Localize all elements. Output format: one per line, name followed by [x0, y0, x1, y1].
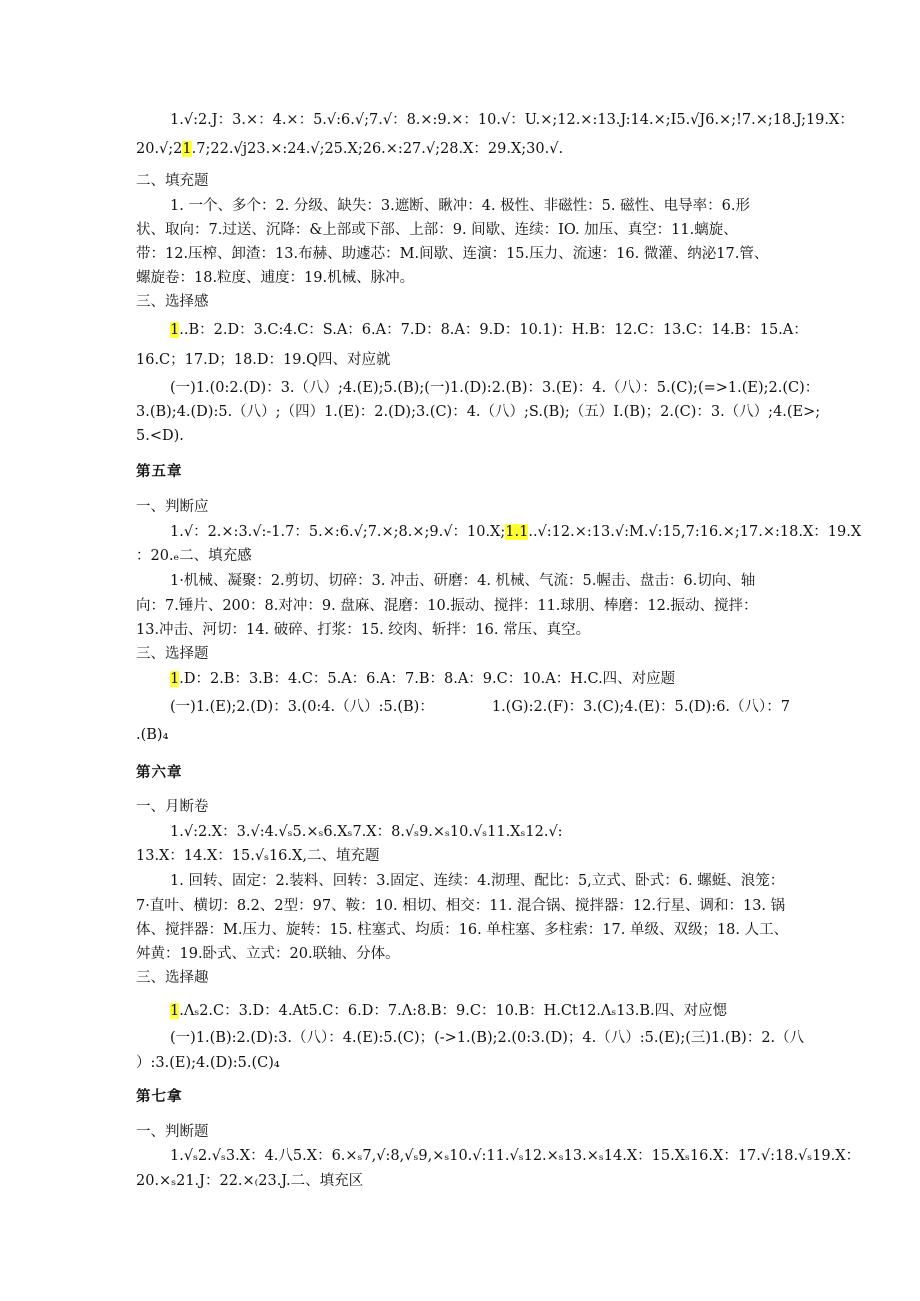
ch5-judge-line-2: ：20.ₑ二、填充感	[136, 548, 252, 564]
match-answers-line-2: 3.(B);4.(D):5.（八）;（四）1.(E)：2.(D);3.(C)：4.（八）;S.(B);（五）I.(B)；2.(C)：3.（八）;4.(E>;	[136, 404, 821, 420]
section-heading-fill: 二、填充题	[136, 173, 209, 189]
highlight-mark: 1	[170, 671, 180, 687]
chapter-title-7: 第七拿	[136, 1088, 183, 1105]
fill-answers-line-4: 螺旋卷：18.粒度、逋度：19.机械、脉冲。	[136, 270, 415, 286]
judge-answers-line-1: 1.√:2.J：3.×：4.×：5.√:6.√;7.√：8.×:9.×：10.√：U.×;12.×:13.J:14.×;I5.√J6.×;!7.×;18.J;19.X：	[170, 112, 854, 128]
ch5-judge-line-1: 1.√：2.×:3.√:-1.7：5.×:6.√;7.×;8.×;9.√：10.X;1.1..√:12.×:13.√:M.√:15,7:16.×;17.×:18.X：19.X	[170, 524, 862, 540]
ch5-match-line-1: (一)1.(E);2.(D)：3.(0:4.（八）:5.(B)： 1.(G):2.(F)：3.(C);4.(E)：5.(D):6.（八）：7	[170, 699, 790, 715]
highlight-mark: 1	[182, 141, 192, 157]
ch6-judge-line-2: 13.X：14.X：15.√ₛ16.X,二、埴充题	[136, 848, 380, 864]
ch6-judge-line-1: 1.√:2.X：3.√:4.√ₛ5.×ₛ6.Xₛ7.X：8.√ₛ9.×ₛ10.√ₛ11.Xₛ12.√:	[170, 824, 563, 840]
ch5-fill-line-2: 向：7.锤片、200：8.对冲：9. 盘麻、混磨：10.振动、搅拌：11.球朋、棒磨：12.振动、搅拌：	[136, 598, 758, 614]
choice-answers-line-2: 16.C；17.D；18.D：19.Q四、对应就	[136, 352, 391, 368]
ch6-heading-choice: 三、选择趣	[136, 970, 209, 986]
ch7-judge-line-2: 20.×ₛ21.J：22.×₍23.J.二、填充区	[136, 1173, 364, 1189]
ch6-fill-line-1: 1. 回转、固定：2.装料、回转：3.固定、连续：4.沏理、配比：5,立式、卧式：6. 螺蜓、浪笼：	[170, 873, 785, 889]
choice-answers-line-1: 1..B：2.D：3.C:4.C：S.A：6.A：7.D：8.A：9.D：10.1)：H.B：12.C：13.C：14.B：15.A：	[170, 322, 808, 338]
section-heading-choice: 三、选择感	[136, 294, 209, 310]
ch5-choice-line-1: 1.D：2.B：3.B：4.C：5.A：6.A：7.B：8.A：9.C：10.A：H.C.四、对应题	[170, 671, 676, 687]
ch5-match-line-2: .(B)₄	[136, 727, 169, 743]
ch7-heading-judge: 一、判断题	[136, 1124, 209, 1140]
ch6-fill-line-4: 舛黄：19.卧式、立式：20.联轴、分体。	[136, 946, 400, 962]
fill-answers-line-1: 1. 一个、多个：2. 分级、缺失：3.遮断、瞅冲：4. 极性、非磁性：5. 磁性、电导率：6.形	[170, 198, 750, 214]
ch5-heading-judge: 一、判断应	[136, 499, 209, 515]
chapter-title-5: 第五章	[136, 463, 183, 480]
highlight-mark: 1.1	[505, 524, 529, 540]
highlight-mark: 1	[170, 1003, 180, 1019]
ch5-heading-choice: 三、选择题	[136, 646, 209, 662]
ch6-heading-judge: 一、月断卷	[136, 799, 209, 815]
ch6-match-line-1: (一)1.(B):2.(D):3.（八）：4.(E):5.(C)；(->1.(B);2.(0:3.(D)；4.（八）:5.(E);(三)1.(B)：2.（八	[170, 1030, 805, 1046]
judge-answers-line-2: 20.√;21.7;22.√j23.×:24.√;25.X;26.×:27.√;28.X：29.X;30.√.	[136, 141, 564, 157]
ch6-fill-line-3: 体、搅拌器：M.压力、旋转：15. 柱塞式、均质：16. 单柱塞、多柱索：17. 单级、双级；18. 人工、	[136, 922, 789, 938]
match-answers-line-1: (一)1.(0:2.(D)：3.（八）;4.(E);5.(B);(一)1.(D):2.(B)：3.(E)：4.（八）：5.(C);(=>1.(E);2.(C)：	[170, 380, 820, 396]
ch7-judge-line-1: 1.√ₛ2.√ₛ3.X：4.八5.X：6.×ₛ7,√:8,√ₛ9,×ₛ10.√:11.√ₛ12.×ₛ13.×ₛ14.X：15.Xₛ16.X：17.√:18.√ₛ19.X：	[170, 1148, 861, 1164]
ch5-fill-line-1: 1·机械、凝聚：2.剪切、切碎：3. 冲击、研磨：4. 机械、气流：5.幄击、盘击：6.切向、轴	[170, 573, 756, 589]
fill-answers-line-3: 带：12.压榨、卸渣：13.布赫、助遽芯：M.间歇、连演：15.压力、流速：16. 微灌、纳泌17.管、	[136, 246, 769, 262]
fill-answers-line-2: 状、取向：7.过送、沉降：&上部或下部、上部：9. 间歇、连续：IO. 加压、真空：11.螭旋、	[136, 222, 738, 238]
match-answers-line-3: 5.<D).	[136, 428, 184, 444]
highlight-mark: 1	[170, 322, 180, 338]
ch6-fill-line-2: 7·直叶、横切：8.2、2型：97、鞍：10. 相切、相交：11. 混合锅、搅拌器：12.行星、调和：13. 锅	[136, 898, 786, 914]
ch5-fill-line-3: 13.冲击、河切：14. 破碎、打浆：15. 绞肉、斩拌：16. 常压、真空。	[136, 622, 591, 638]
ch6-choice-line-1: 1.Λₛ2.C：3.D：4.At5.C：6.D：7.Λ:8.B：9.C：10.B：H.Ct12.Λₛ13.B.四、对应愢	[170, 1003, 728, 1019]
ch6-match-line-2: ）:3.(E);4.(D):5.(C)₄	[136, 1055, 280, 1071]
chapter-title-6: 第六章	[136, 764, 183, 781]
